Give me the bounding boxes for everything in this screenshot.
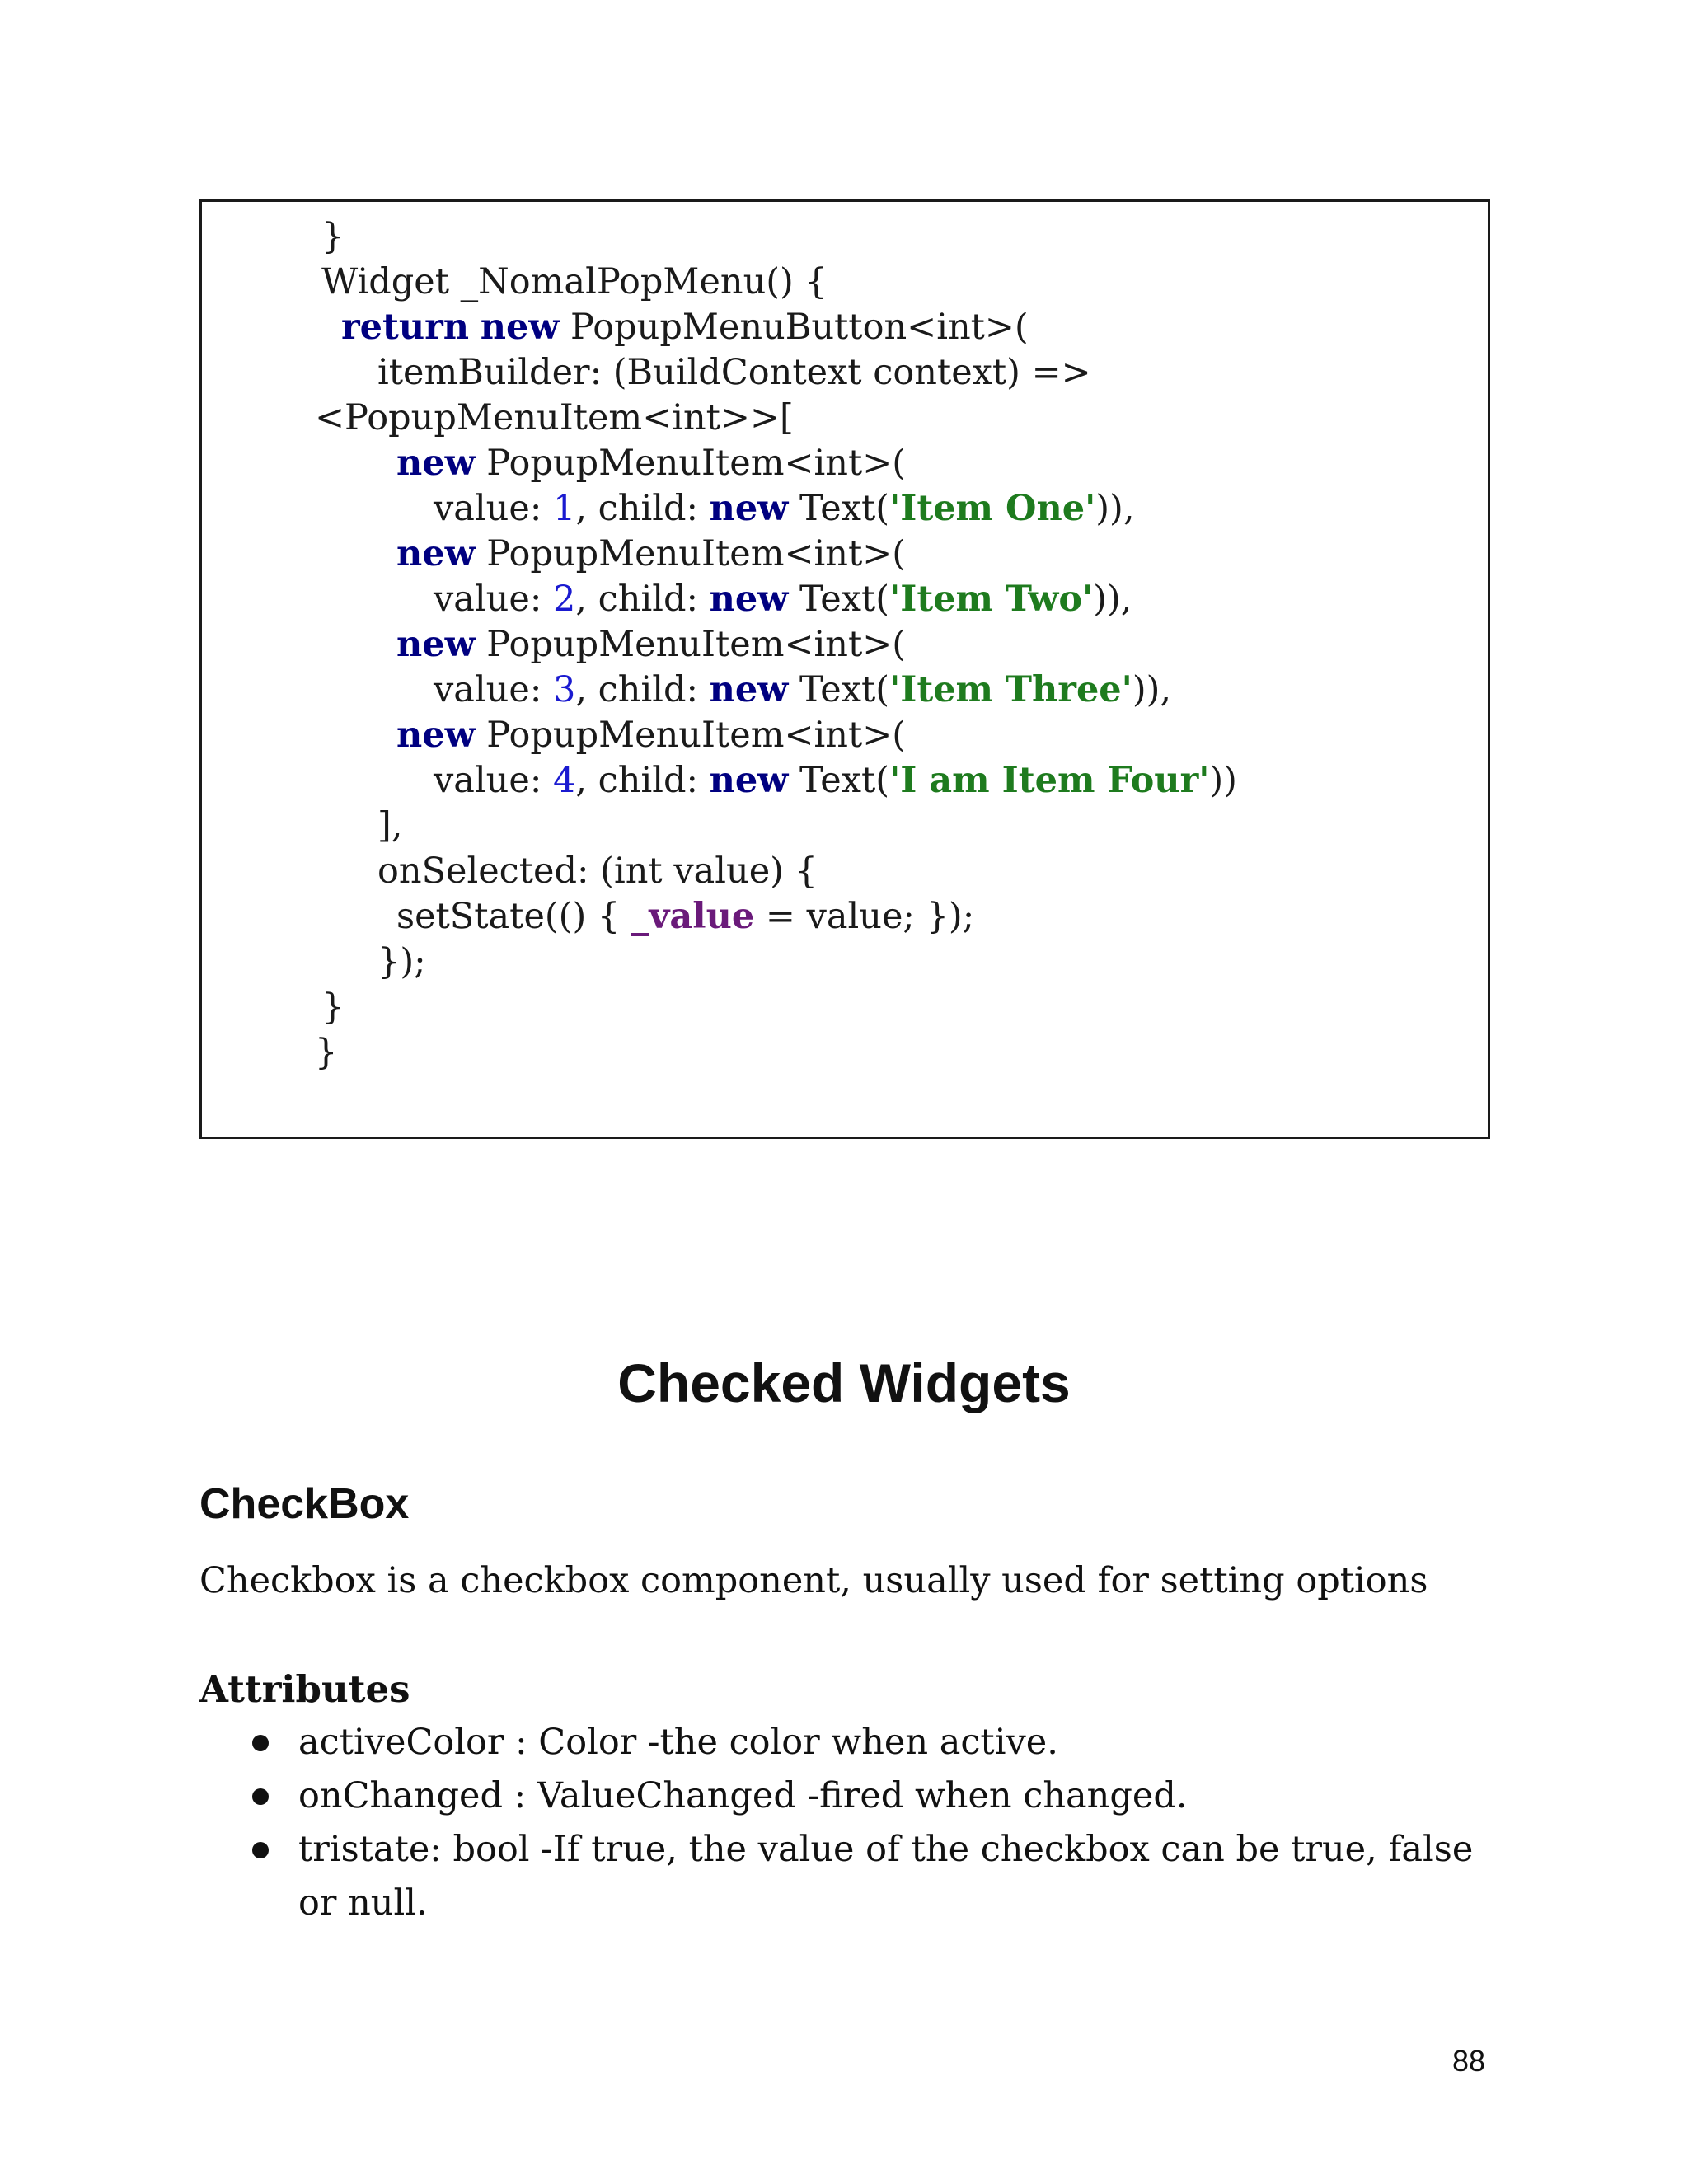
code-line: new PopupMenuItem<int>( [396,624,907,665]
attributes-heading: Attributes [199,1667,410,1711]
code-line: ], [377,805,403,846]
bullet-icon [252,1788,269,1805]
subheading-checkbox: CheckBox [199,1480,410,1528]
code-line: } [315,1032,338,1073]
code-line: } [321,216,345,257]
description-paragraph: Checkbox is a checkbox component, usually used for setting options [199,1560,1428,1601]
bullet-icon [252,1842,269,1858]
code-line: itemBuilder: (BuildContext context) => [377,352,1091,393]
bullet-icon [252,1735,269,1751]
code-line: setState(() { _value = value; }); [396,896,975,937]
list-item [247,1823,1484,1930]
code-line: new PopupMenuItem<int>( [396,443,907,484]
section-title: Checked Widgets [617,1352,1071,1413]
code-line: return new PopupMenuButton<int>( [341,307,1029,348]
code-line: }); [377,941,426,982]
list-item-text: onChanged : ValueChanged -fired when changed. [298,1775,1188,1816]
code-line: Widget _NomalPopMenu() { [321,261,828,302]
code-line: value: 4, child: new Text('I am Item Four')) [434,760,1237,801]
list-item [247,1769,1484,1823]
list-item-text: tristate: bool -If true, the value of the checkbox can be true, false or null. [298,1829,1474,1924]
code-line: new PopupMenuItem<int>( [396,533,907,574]
page-number: 88 [1452,2044,1486,2078]
list-item [247,1716,1484,1769]
code-line: <PopupMenuItem<int>>[ [315,397,794,438]
code-line: value: 3, child: new Text('Item Three')), [434,669,1172,710]
list-item-text: activeColor : Color -the color when active. [298,1722,1058,1763]
attributes-list [247,1716,1484,1930]
code-line: } [321,987,345,1028]
code-line: new PopupMenuItem<int>( [396,715,907,756]
code-line: value: 2, child: new Text('Item Two')), [434,579,1132,620]
code-block [199,199,1490,1139]
code-line: value: 1, child: new Text('Item One')), [434,488,1135,529]
code-line: onSelected: (int value) { [377,851,818,892]
